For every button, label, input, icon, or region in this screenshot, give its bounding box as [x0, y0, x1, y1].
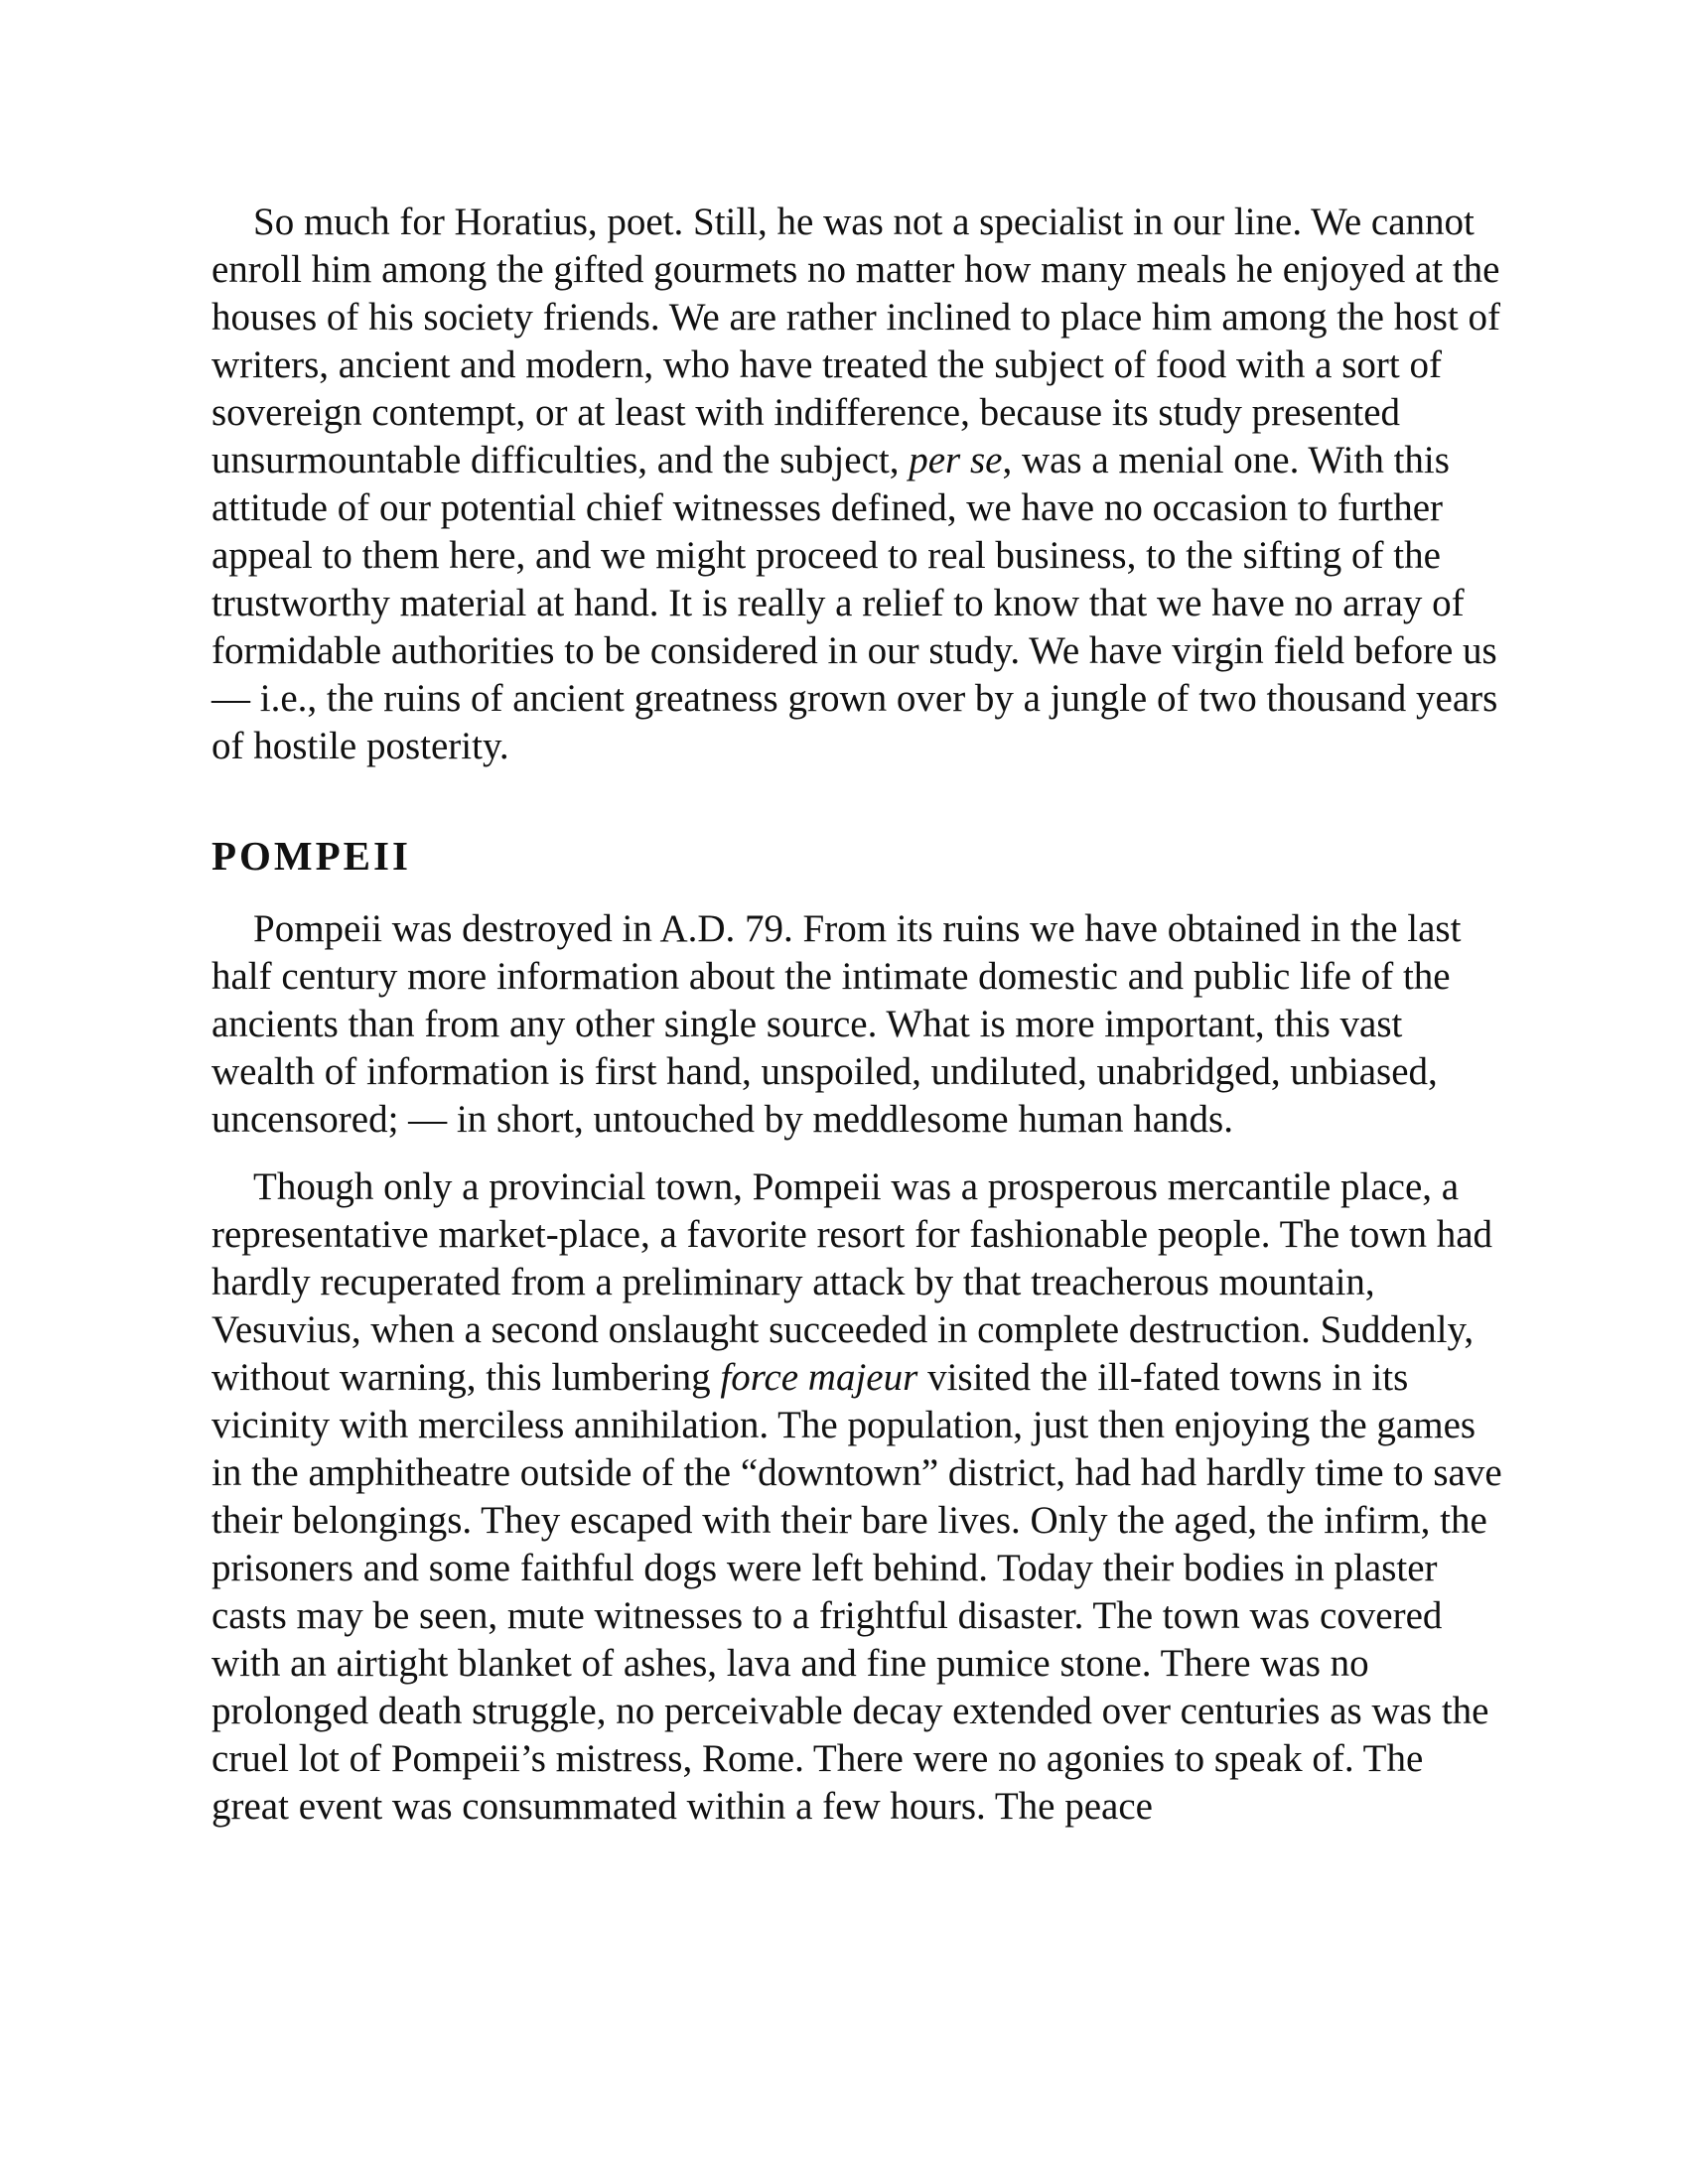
paragraph-provincial-town	[211, 1163, 1502, 1831]
section-heading: POMPEII	[211, 833, 411, 879]
paragraph-text: visited the ill-fated towns in its vicinity with merciless annihilation. The population, just then enjoying the games in the amphitheatre outside of the “downtown” district, had had hardly time to save their belongings. They escaped with their bare lives. Only the aged, the infirm, the prisoners and some faithful dogs were left behind. Today their bodies in plaster casts may be seen, mute witnesses to a frightful disaster. The town was covered with an airtight blanket of ashes, lava and fine pumice stone. There was no prolonged death struggle, no perceivable decay extended over centuries as was the cruel lot of Pompeii’s mistress, Rome. There were no agonies to speak of. The great event was consummated within a few hours. The peace	[211, 1356, 1502, 1828]
italic-term: per se	[909, 439, 1003, 481]
paragraph-text: , was a menial one. With this attitude of our potential chief witnesses defined, we have no occasion to further appeal to them here, and we might proceed to real business, to the sifting of the trustworthy material at hand. It is really a relief to know that we have no array of formidable authorities to be considered in our study. We have virgin field before us — i.e., the ruins of ancient greatness grown over by a jungle of two thousand years of hostile posterity.	[211, 439, 1498, 767]
italic-term: force majeur	[720, 1356, 918, 1399]
paragraph-text: So much for Horatius, poet. Still, he was not a specialist in our line. We cannot enroll him among the gifted gourmets no matter how many meals he enjoyed at the houses of his society friends. We are rather inclined to place him among the host of writers, ancient and modern, who have treated the subject of food with a sort of sovereign contempt, or at least with indifference, because its study presented unsurmountable difficulties, and the subject,	[211, 201, 1500, 481]
paragraph-pompeii-destroyed: Pompeii was destroyed in A.D. 79. From its ruins we have obtained in the last half century more information about the intimate domestic and public life of the ancients than from any other single source. What is more important, this vast wealth of information is first hand, unspoiled, undiluted, unabridged, unbiased, uncensored; — in short, untouched by meddlesome human hands.	[211, 907, 1462, 1141]
paragraph-horatius	[211, 199, 1502, 770]
document-page	[211, 199, 1502, 1831]
paragraph-text: Though only a provincial town, Pompeii was a prosperous mercantile place, a representative market-place, a favorite resort for fashionable people. The town had hardly recuperated from a preliminary attack by that treacherous mountain, Vesuvius, when a second onslaught succeeded in complete destruction. Suddenly, without warning, this lumbering	[211, 1165, 1493, 1399]
